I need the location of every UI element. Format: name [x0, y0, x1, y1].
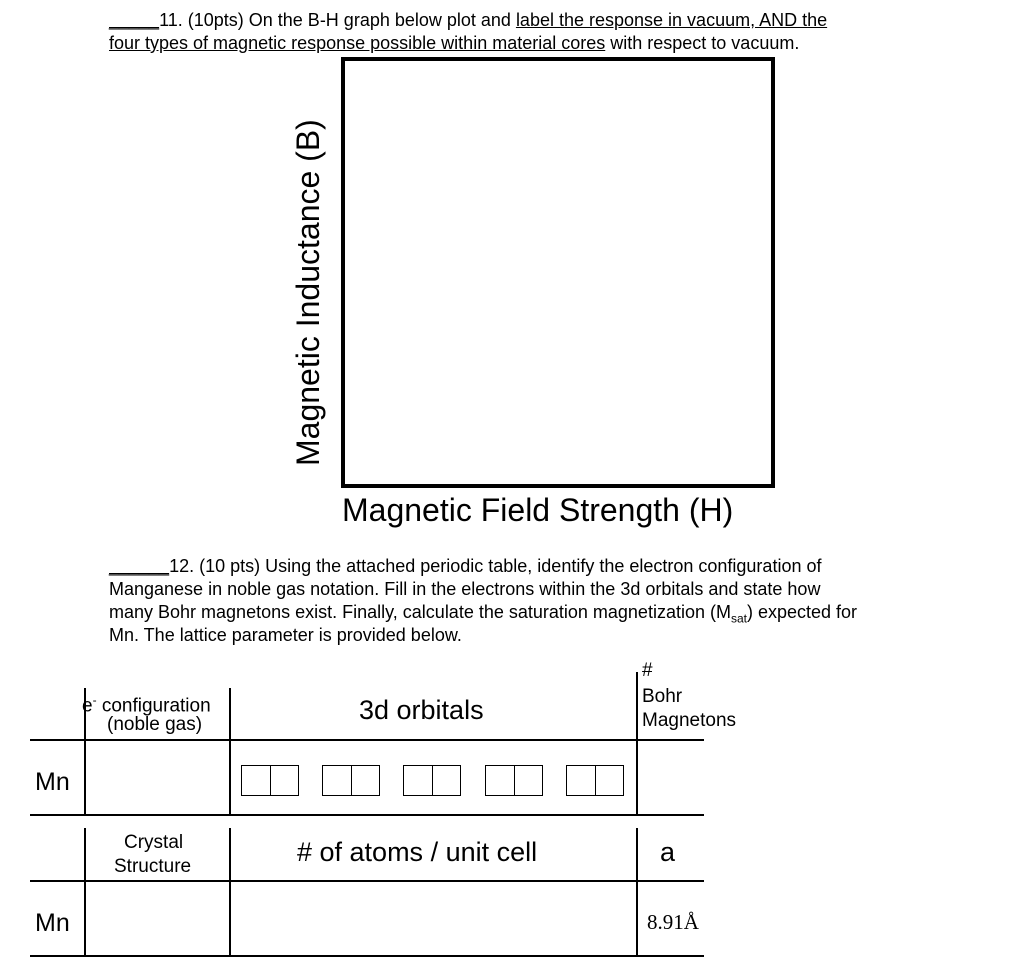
orbital-box-2[interactable] [322, 765, 380, 796]
q11-text-plain-2: with respect to vacuum. [605, 33, 800, 53]
q11-blank: _____ [109, 10, 160, 30]
q12-text-1: 12. (10 pts) Using the attached periodic table, identify the electron configuration of [169, 556, 822, 576]
q11-text-underlined-1: label the response in vacuum, AND the [515, 10, 828, 30]
t2-bottom-rule [30, 955, 704, 957]
header-structure: Structure [114, 856, 192, 877]
graph-x-axis-label: Magnetic Field Strength (H) [342, 492, 734, 528]
t2-atoms-answer-cell[interactable] [231, 883, 635, 953]
header-noble-gas: (noble gas) [107, 714, 203, 735]
graph-y-axis-label: Magnetic Inductance (B) [290, 119, 326, 466]
header-3d-orbitals: 3d orbitals [359, 695, 484, 725]
q12-blank: ______ [109, 556, 170, 576]
header-e-letter: e [82, 695, 93, 717]
q12-text-3a: many Bohr magnetons exist. Finally, calculate the saturation magnetization (M [109, 602, 731, 622]
header-e-superscript: - [92, 693, 97, 707]
q12-text-3b: ) expected for [746, 602, 858, 622]
t1-bottom-rule [30, 814, 704, 816]
q11-text-plain: 11. (10pts) On the B-H graph below plot and [159, 10, 516, 30]
header-configuration-word: configuration [96, 695, 211, 717]
header-bohr-hash: # [642, 660, 653, 681]
bh-graph-box[interactable] [341, 57, 775, 488]
t1-header-rule [30, 739, 704, 741]
t1-bohr-answer-cell[interactable] [638, 742, 703, 812]
orbital-box-1[interactable] [241, 765, 299, 796]
t2-divider-3 [636, 828, 638, 956]
q12-line-2: Manganese in noble gas notation. Fill in the electrons within the 3d orbitals and state how [109, 579, 821, 599]
t2-structure-answer-cell[interactable] [86, 883, 228, 953]
lattice-value [647, 910, 699, 935]
header-bohr: Bohr [642, 686, 683, 707]
q11-text-underlined-2: four types of magnetic response possible within material cores [109, 33, 606, 53]
q12-line-4: Mn. The lattice parameter is provided below. [109, 625, 462, 645]
q12-line-1 [109, 555, 821, 578]
q12-msat-subscript: sat [730, 611, 747, 626]
header-crystal: Crystal [124, 832, 184, 853]
orbital-box-4[interactable] [485, 765, 543, 796]
t1-divider-2 [229, 688, 231, 815]
orbital-box-3[interactable] [403, 765, 461, 796]
q11-line-1 [109, 9, 827, 32]
header-atoms-per-cell: # of atoms / unit cell [297, 837, 538, 867]
lattice-number: 8.91 [647, 910, 684, 934]
q11-line-2 [109, 32, 799, 55]
t1-row-label-mn: Mn [35, 768, 70, 796]
t1-config-answer-cell[interactable] [86, 742, 228, 812]
header-magnetons: Magnetons [642, 710, 737, 731]
t2-header-rule [30, 880, 704, 882]
lattice-unit-angstrom: Å [683, 910, 699, 934]
orbital-box-5[interactable] [566, 765, 624, 796]
t2-row-label-mn: Mn [35, 909, 70, 937]
header-lattice-a: a [660, 837, 676, 867]
